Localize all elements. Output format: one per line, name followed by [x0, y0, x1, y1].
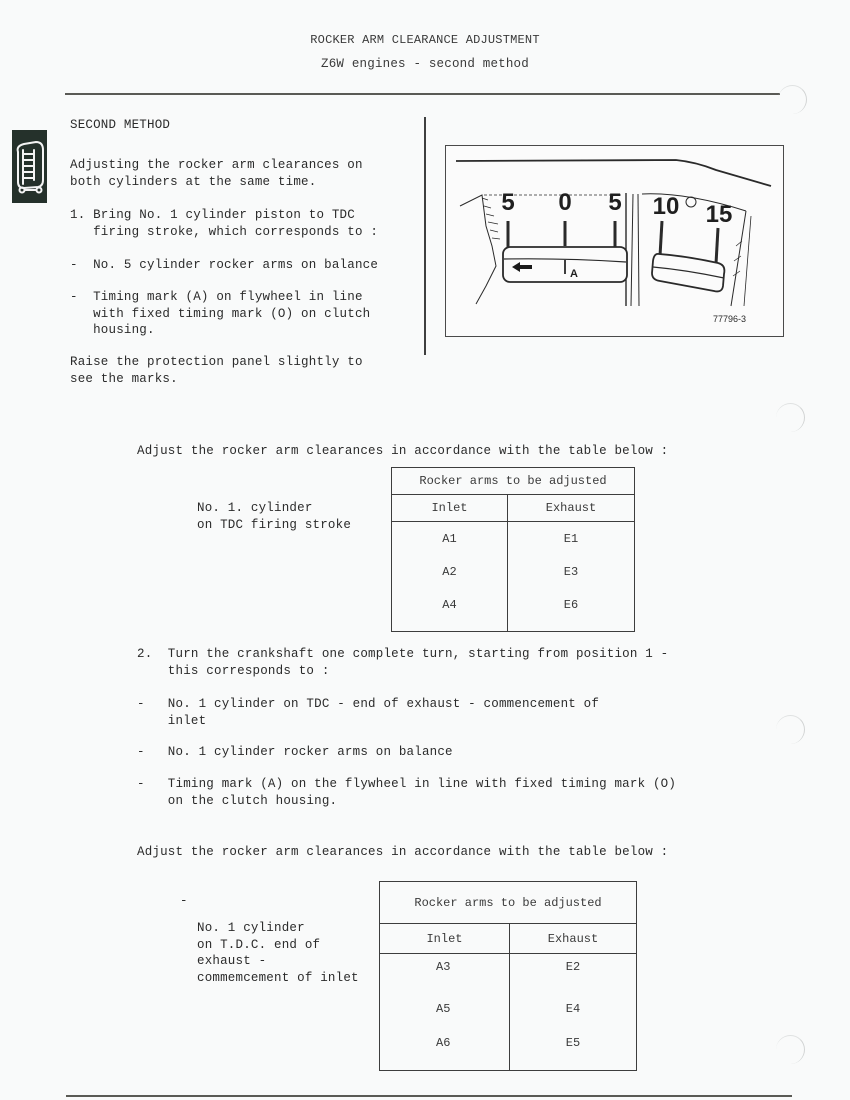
table-cell: A3: [436, 960, 451, 974]
step-2-text: 2. Turn the crankshaft one complete turn, starting from position 1 - this corresponds to :: [137, 647, 669, 678]
table-cell: E6: [563, 598, 579, 612]
page-title: ROCKER ARM CLEARANCE ADJUSTMENT: [310, 33, 540, 47]
table-cell: E2: [565, 960, 581, 974]
timing-mark-diagram: [446, 146, 783, 336]
header-divider: [65, 93, 780, 95]
table-cell: E1: [563, 532, 579, 546]
exhaust-cells: [510, 954, 637, 1071]
table-2-condition: No. 1 cylinder on T.D.C. end of exhaust - commemcement of inlet: [197, 921, 359, 985]
column-header-exhaust: Exhaust: [508, 495, 635, 522]
step-2-bullet: - Timing mark (A) on the flywheel in line with fixed timing mark (O) on the clutch housing.: [137, 777, 677, 808]
inlet-cells: [380, 954, 510, 1071]
column-header-inlet: Inlet: [392, 495, 508, 522]
column-divider: [424, 117, 426, 355]
rocker-table-2: [379, 881, 637, 1071]
table-cell: A6: [436, 1036, 451, 1050]
hole-punch-mark: [778, 85, 807, 114]
section-heading: SECOND METHOD: [70, 118, 171, 132]
exhaust-cells: [508, 522, 635, 632]
scale-label: 5: [501, 189, 515, 216]
note-text: Raise the protection panel slightly to see the marks.: [70, 355, 363, 386]
hole-punch-mark: [776, 1035, 805, 1064]
table-1-instruction: Adjust the rocker arm clearances in accordance with the table below :: [137, 444, 669, 458]
table-cell: A1: [442, 532, 457, 546]
table-2-dash: -: [180, 894, 188, 908]
hole-punch-mark: [776, 715, 805, 744]
timing-mark-figure: [445, 145, 784, 337]
step-1-text: 1. Bring No. 1 cylinder piston to TDC firing stroke, which corresponds to :: [70, 208, 379, 239]
scale-label: 5: [608, 189, 622, 216]
hole-punch-mark: [776, 403, 805, 432]
table-cell: E3: [563, 565, 579, 579]
scale-label: 15: [705, 201, 733, 228]
step-2-bullet: - No. 1 cylinder on TDC - end of exhaust - commencement of inlet: [137, 697, 600, 728]
table-2-instruction: Adjust the rocker arm clearances in accordance with the table below :: [137, 845, 669, 859]
step-1-bullet: - Timing mark (A) on flywheel in line with fixed timing mark (O) on clutch housing.: [70, 290, 371, 337]
table-cell: A4: [442, 598, 457, 612]
footer-divider: [66, 1095, 792, 1097]
table-header: Rocker arms to be adjusted: [380, 882, 637, 924]
step-1-bullet: - No. 5 cylinder rocker arms on balance: [70, 258, 379, 272]
step-2-bullet: - No. 1 cylinder rocker arms on balance: [137, 745, 453, 759]
scale-label: 10: [652, 193, 680, 220]
table-cell: A5: [436, 1002, 451, 1016]
inlet-cells: [392, 522, 508, 632]
pointer-label: A: [570, 268, 578, 280]
intro-text: Adjusting the rocker arm clearances on both cylinders at the same time.: [70, 158, 363, 189]
table-cell: E4: [565, 1002, 581, 1016]
page-subtitle: Z6W engines - second method: [321, 57, 529, 71]
scale-label: 0: [558, 189, 572, 216]
column-header-exhaust: Exhaust: [510, 924, 637, 954]
table-header: Rocker arms to be adjusted: [392, 468, 635, 495]
figure-reference: 77796-3: [712, 314, 746, 324]
table-cell: A2: [442, 565, 457, 579]
table-1-condition: No. 1. cylinder on TDC firing stroke: [197, 501, 352, 532]
table-cell: E5: [565, 1036, 581, 1050]
rocker-table-1: [391, 467, 635, 632]
column-header-inlet: Inlet: [380, 924, 510, 954]
engine-icon: [12, 130, 47, 203]
